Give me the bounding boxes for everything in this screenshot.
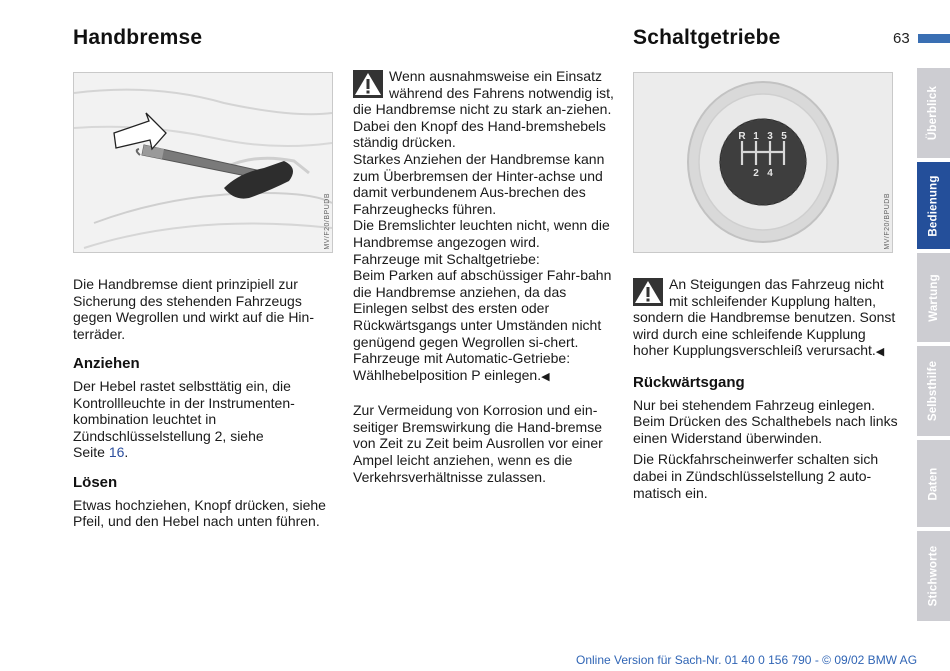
section-title-handbremse: Handbremse [73, 26, 203, 49]
heading-loesen: Lösen [73, 473, 118, 491]
warning-text-clutch [633, 276, 901, 361]
middle-p6: Wählhebelposition P einlegen. [353, 366, 542, 383]
warning-block-right [633, 276, 901, 361]
footer-online-version[interactable]: Online Version für Sach-Nr. 01 40 0 156 790 - © 09/02 BMW AG [576, 653, 918, 667]
tab-stichworte-label: Stichworte [927, 545, 940, 607]
tab-wartung[interactable] [917, 253, 950, 342]
page-link-16[interactable]: 16 [108, 444, 125, 461]
handbrake-intro: Die Handbremse dient prinzipiell zur Sicherung des stehenden Fahrzeugs gegen Wegrollen und wirkt auf die Hin-terräder. [73, 276, 314, 342]
gear-knob-illustration [634, 73, 892, 252]
knob-label-3: 3 [767, 131, 773, 142]
middle-p2: Die Bremslichter leuchten nicht, wenn die Handbremse angezogen wird. [353, 217, 610, 250]
page-marker-bar [918, 34, 950, 43]
end-triangle-icon: ◀ [875, 346, 885, 359]
warning-text-handbrake: Wenn ausnahmsweise ein Einsatz während des Fahrens notwendig ist, die Handbremse nicht zu stark an-ziehen. Dabei den Knopf des Hand-bremshebels ständig drücken. [353, 68, 614, 151]
tab-wartung-label: Wartung [927, 273, 940, 322]
knob-label-1: 1 [753, 131, 759, 142]
middle-p5: Fahrzeuge mit Automatic-Getriebe: [353, 350, 571, 367]
knob-label-r: R [738, 131, 746, 142]
gear-knob-figure [633, 72, 893, 253]
knob-label-2: 2 [753, 168, 759, 179]
knob-label-5: 5 [781, 131, 787, 142]
middle-p7: Zur Vermeidung von Korrosion und ein-seitiger Bremswirkung die Hand-bremse von Zeit zu Zeit beim Ausrollen vor einer Ampel leicht anziehen, wenn es die Verkehrsverhältnisse zulassen. [353, 402, 603, 485]
middle-p4: Beim Parken auf abschüssiger Fahr-bahn die Handbremse anziehen, da das Einlegen selbst des ersten oder Rückwärtsgangs unter Umständen nicht genügend gegen Wegrollen si-chert. [353, 267, 612, 350]
tab-bedienung[interactable] [917, 162, 950, 249]
anziehen-period: . [124, 444, 129, 461]
tab-daten[interactable] [917, 440, 950, 527]
section-title-schaltgetriebe: Schaltgetriebe [633, 26, 781, 49]
middle-column [353, 68, 621, 485]
rueck-p2: Die Rückfahrscheinwerfer schalten sich dabei in Zündschlüsselstellung 2 auto-matisch ein. [633, 451, 879, 501]
handbrake-illustration [74, 73, 332, 252]
middle-p3: Fahrzeuge mit Schaltgetriebe: [353, 250, 540, 267]
warning-triangle-icon [633, 278, 663, 306]
loesen-text: Etwas hochziehen, Knopf drücken, siehe Pfeil, und den Hebel nach unten führen. [73, 496, 326, 530]
tab-selbsthilfe-label: Selbsthilfe [927, 360, 940, 422]
rueck-p1: Nur bei stehendem Fahrzeug einlegen. Beim Drücken des Schalthebels nach links einen Widerstand überwinden. [633, 396, 898, 446]
anziehen-seite: Seite [73, 444, 109, 461]
tab-daten-label: Daten [927, 467, 940, 500]
end-triangle-icon: ◀ [541, 370, 550, 383]
heading-anziehen: Anziehen [73, 355, 140, 373]
warning-clutch-body: An Steigungen das Fahrzeug nicht mit schleifender Kupplung halten, sondern die Handbremse benutzen. Sonst wird durch eine schleifende Kupplung hoher Kupplungsverschleiß verursacht. [633, 276, 896, 359]
handbrake-figure [73, 72, 333, 253]
tab-bedienung-label: Bedienung [927, 174, 940, 237]
right-column [633, 276, 901, 501]
figure-code: MV/F20/BPUDB [884, 193, 891, 250]
anziehen-text [73, 378, 338, 461]
tab-ueberblick-label: Überblick [927, 85, 940, 141]
middle-p6-wrap [353, 367, 621, 386]
tab-selbsthilfe[interactable] [917, 346, 950, 436]
knob-label-4: 4 [767, 168, 773, 179]
tab-ueberblick[interactable] [917, 68, 950, 158]
figure-code: MV/F20/BPUDB [324, 193, 331, 250]
tab-stichworte[interactable] [917, 531, 950, 621]
anziehen-body: Der Hebel rastet selbsttätig ein, die Kontrollleuchte in der Instrumenten-kombination leuchtet in Zündschlüsselstellung 2, siehe [73, 377, 295, 444]
warning-triangle-icon [353, 70, 383, 98]
page-number: 63 [893, 30, 910, 47]
warning-block [353, 68, 621, 151]
heading-rueckwaertsgang: Rückwärtsgang [633, 373, 745, 391]
middle-p1: Starkes Anziehen der Handbremse kann zum Überbremsen der Hinter-achse und damit verbundenem Aus-brechen des Fahrzeughecks führen. [353, 150, 605, 217]
left-column [73, 276, 338, 530]
